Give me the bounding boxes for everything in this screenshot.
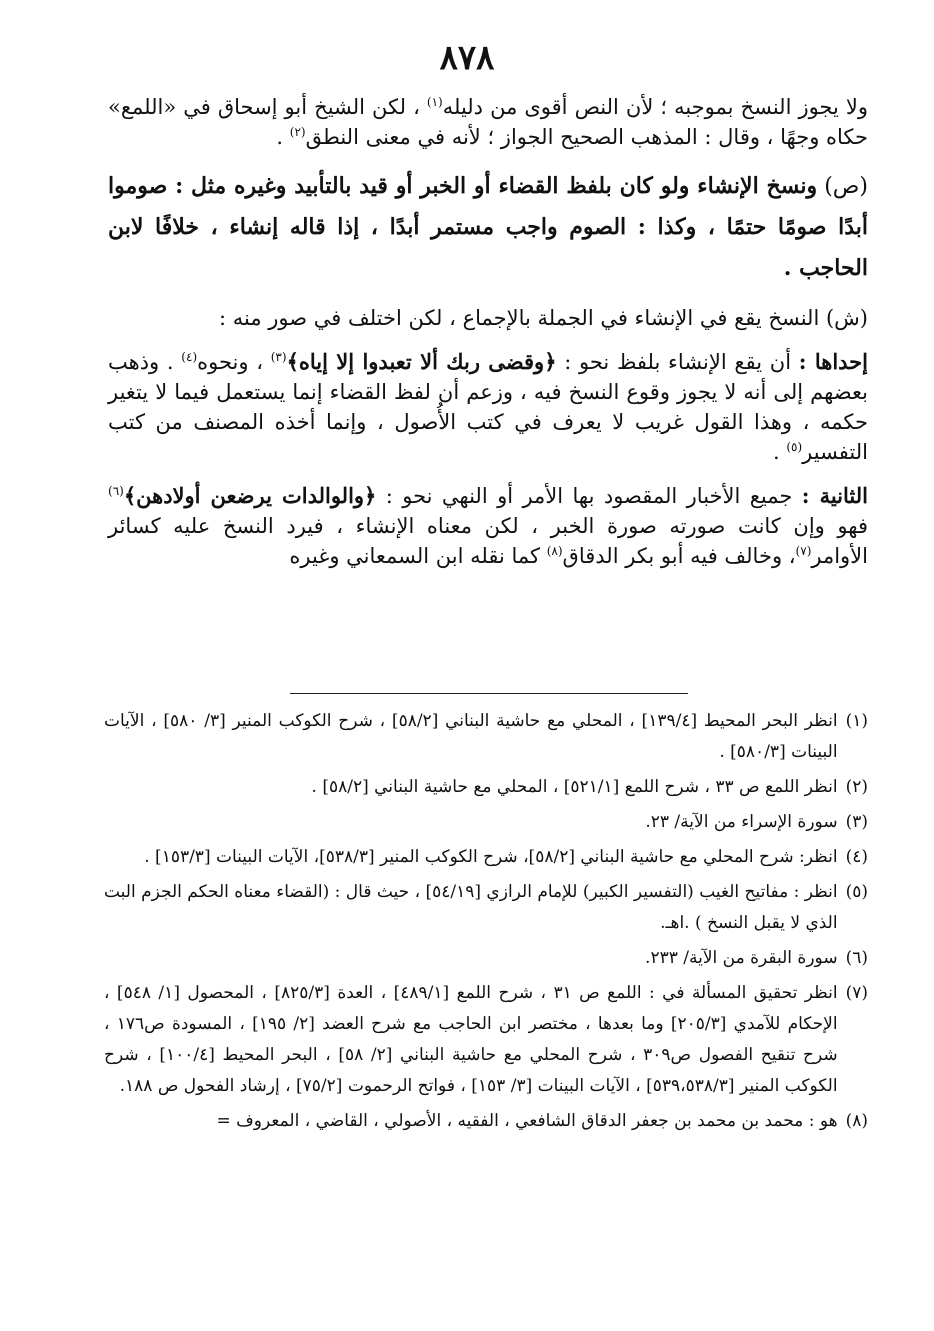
- footnote-number: (١): [845, 711, 868, 731]
- footnote-ref-2[interactable]: (٢): [289, 125, 306, 139]
- footnote-text: انظر: شرح المحلي مع حاشية البناني [٥٨/٢]، شرح الكوكب المنير [٥٣٨/٣]، الآيات البينات [١٥٣/٣] .: [144, 847, 838, 867]
- footnote-text: هو : محمد بن محمد بن جعفر الدقاق الشافعي ، الفقيه ، الأصولي ، القاضي ، المعروف =: [216, 1111, 838, 1131]
- footnote-ref-4[interactable]: (٤): [181, 350, 198, 364]
- paragraph-1-text-a: ولا يجوز النسخ بموجبه ؛ لأن النص أقوى من دليله: [442, 95, 869, 119]
- footnotes: [104, 706, 868, 1141]
- paragraph-1-text-c: .: [276, 125, 290, 149]
- page-number: ٨٧٨: [439, 38, 495, 78]
- sharh-paragraph: [108, 303, 868, 333]
- main-text: [108, 92, 868, 585]
- second-case-text-c: ، وخالف فيه أبو بكر الدقاق: [562, 544, 796, 568]
- footnote-item: [104, 772, 868, 803]
- footnote-item: [104, 706, 868, 768]
- footnote-item: [104, 877, 868, 939]
- quran-quote-2: ﴿والوالدات يرضعن أولادهن﴾: [123, 483, 377, 508]
- first-case-text-c: . وذهب بعضهم إلى أنه لا يجوز وقوع النسخ فيه ، وزعم أن لفظ القضاء إنما يستعمل فيما لا يتغير حكمه ، وهذا القول غريب لا يعرف في كتب الأُصول ، وإنما أخذه المصنف من كتب التفسير: [108, 350, 868, 464]
- footnote-ref-5[interactable]: (٥): [786, 440, 803, 454]
- footnote-number: (٢): [845, 777, 868, 797]
- paragraph-1: [108, 92, 868, 152]
- first-case-lead: إحداها :: [798, 349, 868, 374]
- footnote-separator: [290, 693, 688, 694]
- footnote-ref-7[interactable]: (٧): [795, 544, 812, 558]
- footnote-ref-6[interactable]: (٦): [108, 484, 124, 498]
- second-case-text-b: فهو وإن كانت صورته صورة الخبر ، لكن معناه الإنشاء ، فيرد النسخ عليه كسائر الأوامر: [108, 514, 868, 568]
- matn-marker: (ص): [817, 174, 868, 199]
- footnote-ref-8[interactable]: (٨): [546, 544, 563, 558]
- footnote-text: انظر البحر المحيط [١٣٩/٤] ، المحلي مع حاشية البناني [٥٨/٢] ، شرح الكوكب المنير [٣/ ٥٨٠] ، الآيات البينات [٥٨٠/٣] .: [104, 711, 838, 762]
- first-case-text-b: ، ونحوه: [197, 350, 271, 374]
- footnote-item: [104, 807, 868, 838]
- footnote-number: (٣): [845, 812, 868, 832]
- footnote-number: (٦): [845, 948, 868, 968]
- second-case-text-d: كما نقله ابن السمعاني وغيره: [289, 544, 547, 568]
- footnote-text: سورة الإسراء من الآية/ ٢٣.: [645, 812, 838, 832]
- second-case-text-a: جميع الأخبار المقصود بها الأمر أو النهي نحو :: [376, 484, 802, 508]
- footnote-item: [104, 842, 868, 873]
- footnote-text: سورة البقرة من الآية/ ٢٣٣.: [645, 948, 838, 968]
- footnote-text: انظر تحقيق المسألة في : اللمع ص ٣١ ، شرح اللمع [٤٨٩/١] ، العدة [٨٢٥/٣] ، المحصول [١/ ٥٤٨] ، الإحكام للآمدي [٢٠٥/٣] وما بعدها ، مختصر ابن الحاجب مع شرح العضد [٢/ ١٩٥] ، المسودة ص١٧٦ ، شرح تنقيح الفصول ص٣٠٩ ، شرح المحلي مع حاشية البناني [٢/ ٥٨] ، البحر المحيط [١٠٠/٤] ، شرح الكوكب المنير [٥٣٩،٥٣٨/٣] ، الآيات البينات [٣/ ١٥٣] ، فواتح الرحموت [٧٥/٢] ، إرشاد الفحول ص ١٨٨.: [104, 983, 838, 1096]
- paragraph-first-case: [108, 347, 868, 467]
- footnote-item: [104, 943, 868, 974]
- matn-text: ونسخ الإنشاء ولو كان بلفظ القضاء أو الخبر أو قيد بالتأبيد وغيره مثل : صوموا أبدًا صومًا حتمًا ، وكذا : الصوم واجب مستمر أبدًا ، إذا قاله إنشاء ، خلافًا لابن الحاجب .: [108, 173, 868, 281]
- footnote-ref-1[interactable]: (١): [426, 95, 443, 109]
- paragraph-second-case: [108, 481, 868, 571]
- second-case-lead: الثانية :: [801, 483, 868, 508]
- footnote-text: انظر : مفاتيح الغيب (التفسير الكبير) للإمام الرازي [٥٤/١٩] ، حيث قال : (القضاء معناه الحكم الجزم البت الذي لا يقبل النسخ ) .اهـ.: [103, 882, 838, 933]
- matn-paragraph: [108, 166, 868, 289]
- sharh-text: (ش) النسخ يقع في الإنشاء في الجملة بالإجماع ، لكن اختلف في صور منه :: [218, 306, 868, 330]
- footnote-ref-3[interactable]: (٣): [270, 350, 287, 364]
- footnote-number: (٤): [845, 847, 868, 867]
- footnote-number: (٥): [845, 882, 868, 902]
- footnote-text: انظر اللمع ص ٣٣ ، شرح اللمع [٥٢١/١] ، المحلي مع حاشية البناني [٥٨/٢] .: [311, 777, 838, 797]
- paragraph-1-text-b: ، لكن الشيخ أبو إسحاق في «اللمع» حكاه وجهًا ، وقال : المذهب الصحيح الجواز ؛ لأنه في معنى النطق: [108, 95, 868, 149]
- footnote-number: (٨): [845, 1111, 868, 1131]
- first-case-text-a: أن يقع الإنشاء بلفظ نحو :: [556, 350, 799, 374]
- quran-quote-1: ﴿وقضى ربك ألا تعبدوا إلا إياه﴾: [286, 349, 557, 374]
- footnote-number: (٧): [845, 983, 868, 1003]
- footnote-item: [104, 978, 868, 1102]
- footnote-item: [104, 1106, 868, 1137]
- first-case-text-d: .: [772, 440, 787, 464]
